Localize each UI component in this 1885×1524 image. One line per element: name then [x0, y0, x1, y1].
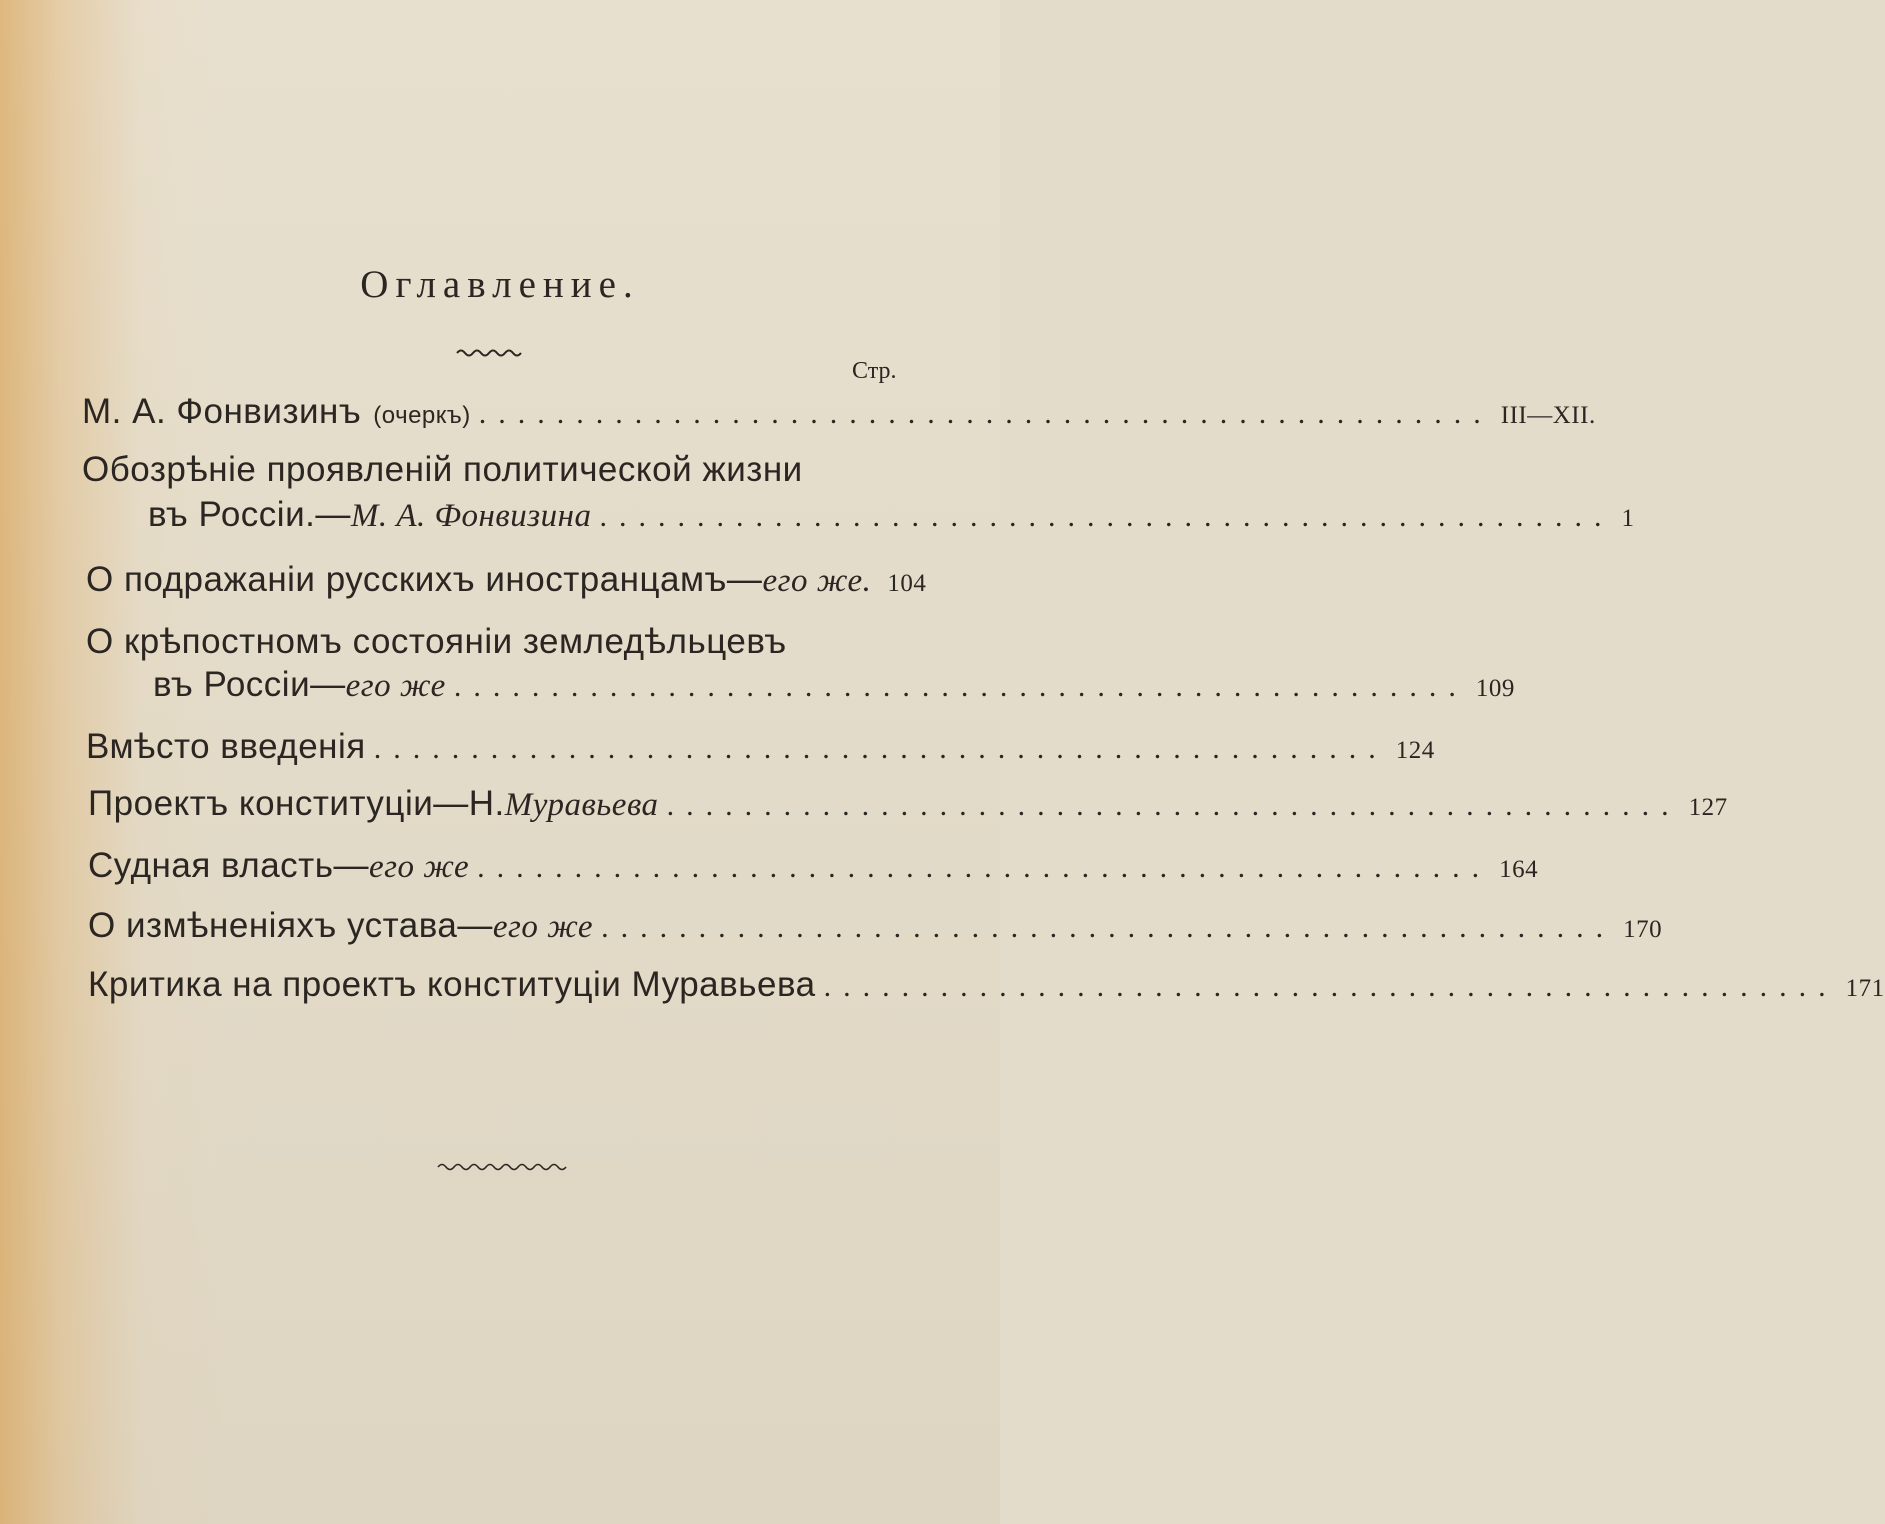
entry-page: 124: [1395, 737, 1435, 764]
entry-title: О крѣпостномъ состояніи земледѣльцевъ: [86, 622, 787, 661]
entry-page: 109: [1475, 675, 1515, 702]
entry-author: его же: [345, 668, 446, 704]
end-ornament: [436, 1160, 568, 1174]
entry-title: О подражаніи русскихъ иностранцамъ—: [86, 560, 763, 599]
dot-leader: ....................................................: [477, 851, 1492, 884]
dot-leader: ....................................................: [599, 500, 1614, 533]
entry-title: Обозрѣніе проявленій политической жизни: [82, 450, 803, 489]
entry-note: (очеркъ): [373, 402, 471, 429]
entry-title: О измѣненіяхъ устава—: [88, 906, 493, 945]
toc-line: [82, 392, 1596, 432]
dot-leader: ....................................................: [666, 789, 1681, 822]
page-title: Оглавление.: [360, 263, 640, 306]
entry-title: Проектъ конституціи—Н.: [88, 784, 505, 823]
entry-page: 164: [1499, 856, 1539, 883]
entry-page: III—XII.: [1500, 402, 1596, 429]
dot-leader: ....................................................: [453, 670, 1468, 703]
entry-title: Вмѣсто введенія: [86, 727, 366, 766]
toc-line: [148, 495, 1635, 535]
entry-title-continuation: въ Россіи.—: [148, 495, 351, 534]
entry-page: 104: [887, 570, 927, 597]
toc-line: [153, 665, 1515, 705]
entry-page: 127: [1688, 794, 1728, 821]
entry-author: его же.: [762, 563, 872, 599]
entry-page: 171: [1845, 975, 1885, 1002]
entry-page: 170: [1623, 916, 1663, 943]
toc-line: [88, 846, 1539, 886]
dot-leader: ....................................................: [478, 397, 1493, 430]
toc-line: [82, 450, 803, 490]
entry-author: его же: [492, 909, 594, 945]
title-ornament: [455, 346, 525, 360]
entry-title: М. А. Фонвизинъ: [82, 392, 362, 431]
toc-line: [86, 622, 787, 662]
entry-page: 1: [1621, 505, 1635, 532]
dot-leader: ....................................................: [823, 970, 1838, 1003]
toc-line: [86, 560, 927, 600]
entry-title-continuation: въ Россіи—: [153, 665, 346, 704]
dot-leader: ....................................................: [601, 911, 1616, 944]
toc-line: [88, 784, 1728, 824]
entry-author: Муравьева: [504, 787, 659, 823]
toc-line: [86, 727, 1435, 767]
entry-title: Судная власть—: [88, 846, 369, 885]
page-column-label: Стр.: [852, 358, 897, 384]
toc-line: [88, 906, 1663, 946]
dot-leader: ....................................................: [373, 732, 1388, 765]
entry-title: Критика на проектъ конституціи Муравьева: [88, 965, 816, 1004]
entry-author: М. А. Фонвизина: [350, 498, 592, 534]
entry-author: его же: [368, 849, 470, 885]
toc-line: [88, 965, 1885, 1005]
